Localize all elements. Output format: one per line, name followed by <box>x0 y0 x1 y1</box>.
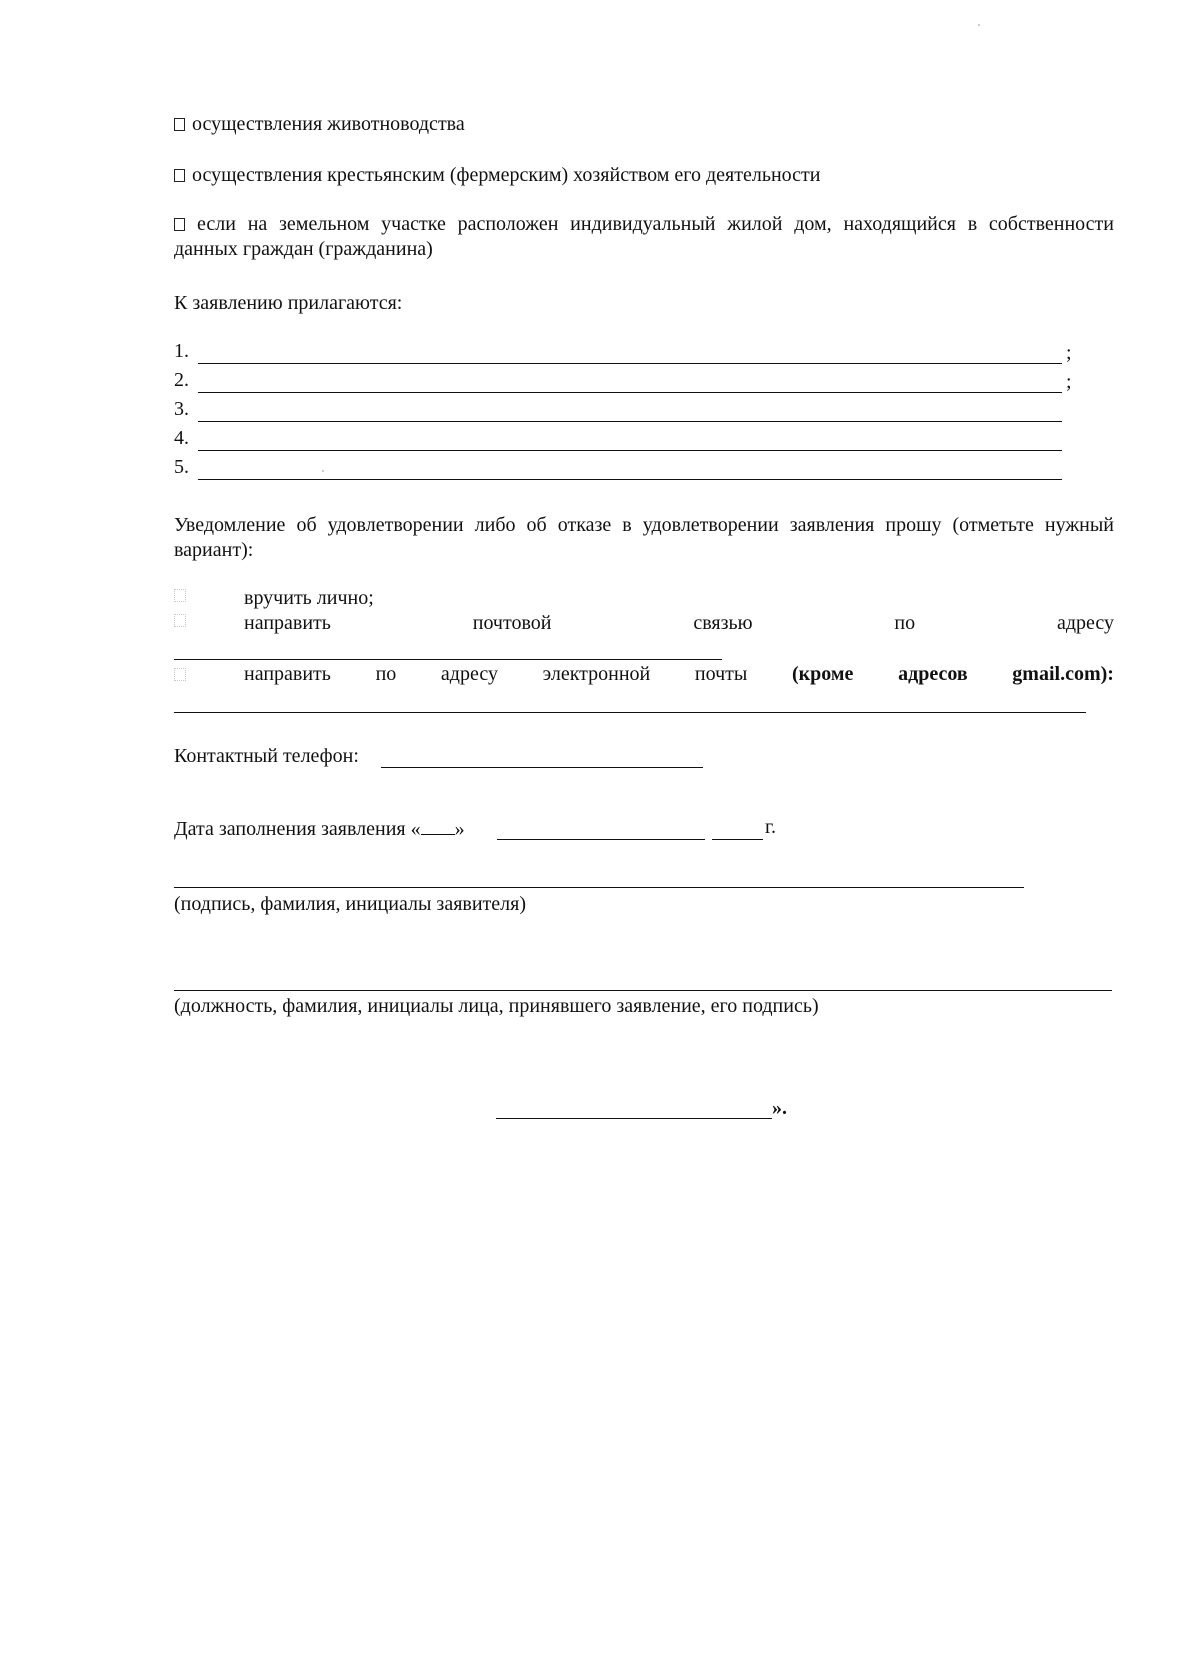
attachment-end-2: ; <box>1066 371 1072 393</box>
attachment-end-1: ; <box>1066 342 1072 364</box>
post-word-3: связью <box>693 612 753 634</box>
email-bold-word-1: (кроме <box>792 663 854 685</box>
option-post-row <box>244 612 1114 635</box>
post-checkbox[interactable] <box>174 614 186 627</box>
email-word-1: направить <box>244 663 331 685</box>
livestock-checkbox[interactable] <box>174 118 185 131</box>
closing-line[interactable] <box>496 1118 772 1119</box>
house-checkbox[interactable] <box>174 218 185 231</box>
email-word-3: адресу <box>440 663 498 685</box>
closing-mark: ». <box>772 1097 787 1119</box>
option-house-label: если на земельном участке расположен индивидуальный жилой дом, находящийся в собственности данных граждан (гражданина) <box>174 213 1114 260</box>
post-word-1: направить <box>244 612 331 634</box>
option-personal-label: вручить лично; <box>244 587 374 609</box>
email-word-2: по <box>375 663 397 685</box>
attachment-num-1: 1. <box>174 340 189 362</box>
attachment-line-2[interactable] <box>198 392 1062 393</box>
attachment-line-4[interactable] <box>198 450 1062 451</box>
date-month-line[interactable] <box>497 839 705 840</box>
date-year-line[interactable] <box>712 839 763 840</box>
contact-phone-line[interactable] <box>381 767 703 768</box>
email-word-5: почты <box>694 663 748 685</box>
date-close-quote: » <box>454 818 465 840</box>
email-checkbox[interactable] <box>174 668 186 681</box>
email-bold-word-2: адресов <box>898 663 968 685</box>
attachment-num-5: 5. <box>174 456 189 478</box>
applicant-signature-line[interactable] <box>174 887 1024 888</box>
email-word-4: электронной <box>542 663 651 685</box>
option-house <box>174 212 1114 262</box>
scan-speck <box>322 470 324 472</box>
email-bold-word-3: gmail.com): <box>1012 663 1114 685</box>
attachment-num-2: 2. <box>174 369 189 391</box>
attachment-line-5[interactable] <box>198 479 1062 480</box>
notification-text: Уведомление об удовлетворении либо об отказе в удовлетворении заявления прошу (отметьте нужный вариант): <box>174 514 1114 561</box>
attachment-line-1[interactable] <box>198 363 1062 364</box>
option-email-row <box>244 663 1114 686</box>
date-year-suffix: г. <box>765 816 776 838</box>
post-word-4: по <box>894 612 916 634</box>
applicant-signature-caption: (подпись, фамилия, инициалы заявителя) <box>174 893 527 915</box>
option-farm-label: осуществления крестьянским (фермерским) хозяйством его деятельности <box>192 164 821 186</box>
post-word-2: почтовой <box>472 612 552 634</box>
scan-speck <box>978 24 980 26</box>
attachment-num-4: 4. <box>174 427 189 449</box>
contact-phone-label: Контактный телефон: <box>174 745 359 767</box>
option-farm <box>174 164 1114 187</box>
attachment-line-3[interactable] <box>198 421 1062 422</box>
option-livestock <box>174 113 1114 136</box>
attachment-num-3: 3. <box>174 398 189 420</box>
email-address-line[interactable] <box>174 712 1086 713</box>
option-livestock-label: осуществления животноводства <box>192 113 465 135</box>
post-word-5: адресу <box>1056 612 1114 634</box>
attachments-heading: К заявлению прилагаются: <box>174 292 403 314</box>
receiver-signature-caption: (должность, фамилия, инициалы лица, принявшего заявление, его подпись) <box>174 995 819 1017</box>
date-day-field[interactable] <box>421 816 455 835</box>
farm-checkbox[interactable] <box>174 169 185 182</box>
personal-checkbox[interactable] <box>174 589 186 602</box>
date-label-text: Дата заполнения заявления « <box>174 818 421 840</box>
receiver-signature-line[interactable] <box>174 990 1112 991</box>
date-label <box>174 816 465 841</box>
post-address-line[interactable] <box>174 659 722 660</box>
